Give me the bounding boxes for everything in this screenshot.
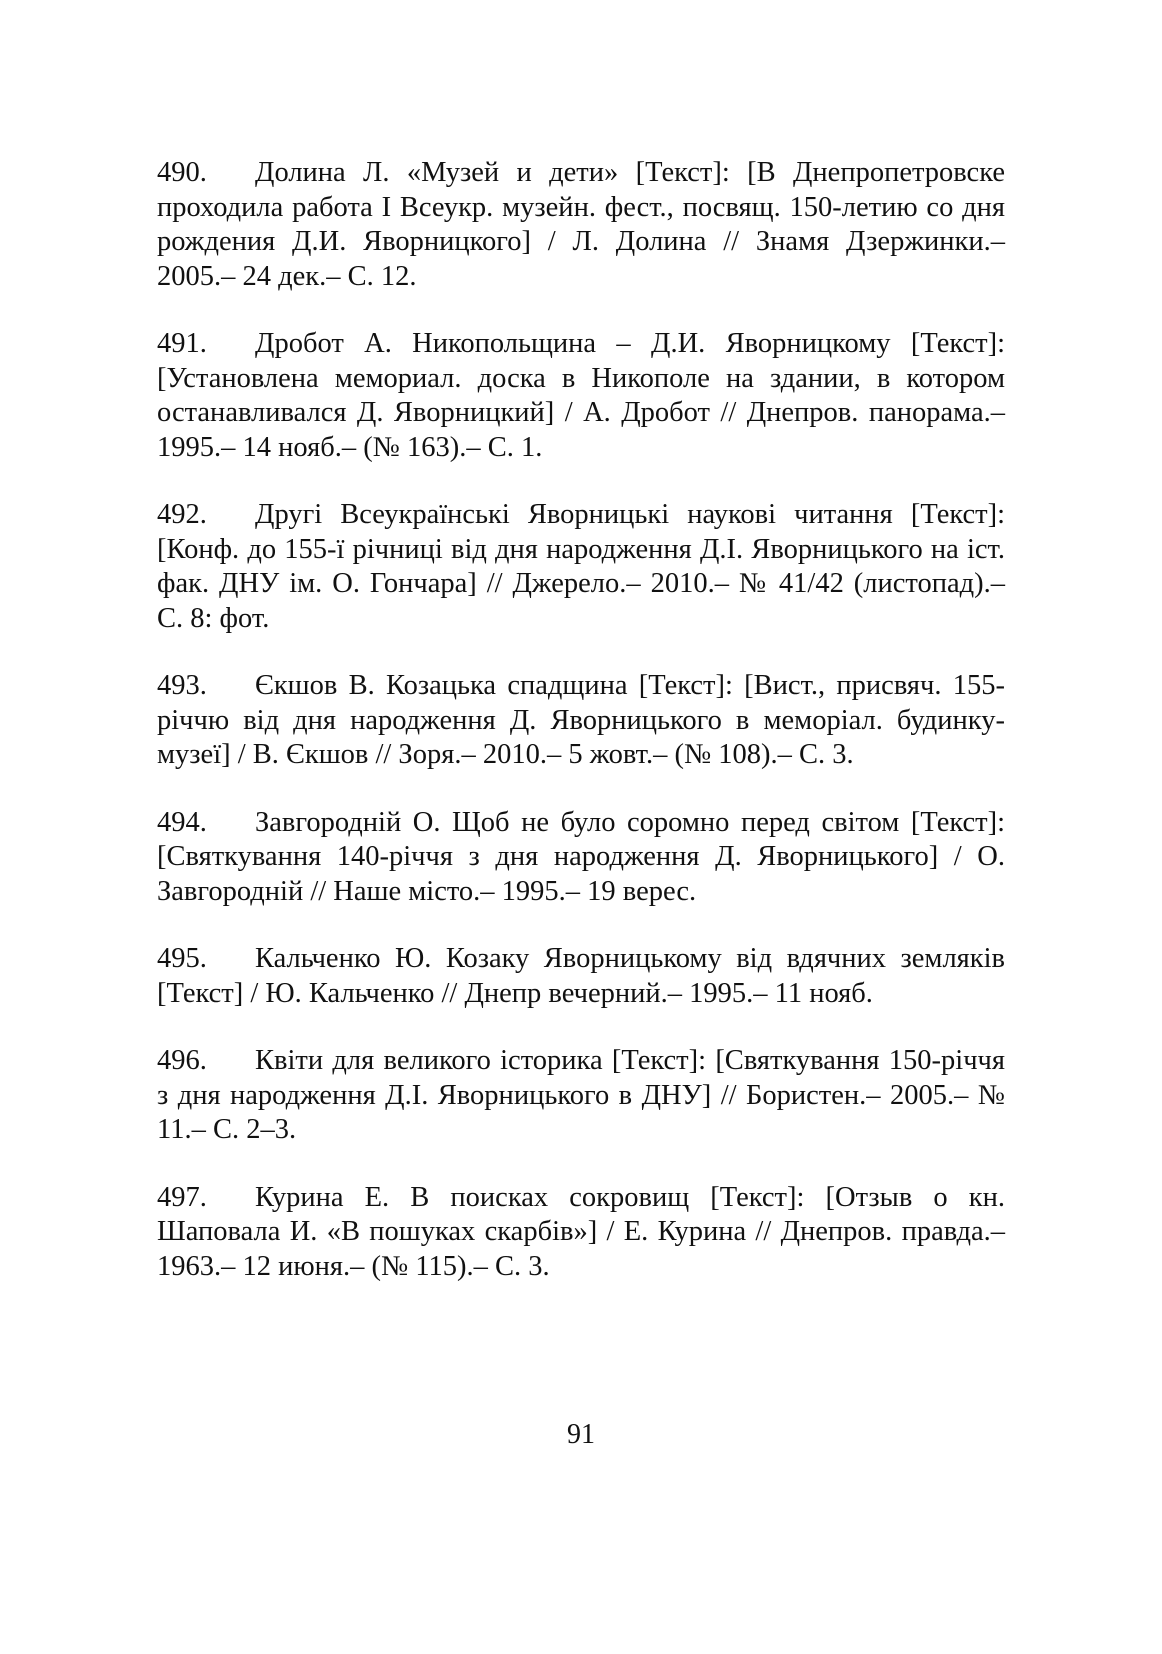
bibliography-entry-492	[157, 498, 1005, 636]
bibliography-entry-491	[157, 327, 1005, 465]
bibliography-entry-494	[157, 806, 1005, 910]
entry-text: Завгородній О. Щоб не було соромно перед світом [Текст]: [Святкування 140-річчя з дня народження Д. Яворницького] / О. Завгородній // Наше місто.– 1995.– 19 верес.	[157, 806, 1005, 907]
entry-text: Дробот А. Никопольщина – Д.И. Яворницкому [Текст]: [Установлена мемориал. доска в Никополе на здании, в котором останавливался Д. Яворницкий] / А. Дробот // Днепров. панорама.– 1995.– 14 нояб.– (№ 163).– С. 1.	[157, 328, 1005, 463]
entry-text: Курина Е. В поисках сокровищ [Текст]: [Отзыв о кн. Шаповала И. «В пошуках скарбів»] / Е. Курина // Днепров. правда.– 1963.– 12 июня.– (№ 115).– С. 3.	[157, 1181, 1005, 1282]
bibliography-entry-495	[157, 942, 1005, 1011]
entry-number: 494.	[157, 806, 207, 838]
bibliography-entry-493	[157, 669, 1005, 773]
bibliography-entry-497	[157, 1181, 1005, 1285]
page-number: 91	[567, 1419, 595, 1450]
entry-number: 495.	[157, 943, 207, 974]
entry-text: Єкшов В. Козацька спадщина [Текст]: [Вист., присвяч. 155-річчю від дня народження Д. Яворницького в меморіал. будинку-музеї] / В. Єкшов // Зоря.– 2010.– 5 жовт.– (№ 108).– С. 3.	[157, 670, 1005, 770]
entry-text: Квіти для великого історика [Текст]: [Святкування 150-річчя з дня народження Д.І. Яворницького в ДНУ] // Бористен.– 2005.– № 11.– С. 2–3.	[157, 1045, 1005, 1145]
bibliography-entry-490	[157, 156, 1005, 294]
entry-number: 493.	[157, 670, 207, 701]
entry-number: 491.	[157, 328, 207, 359]
bibliography-list	[157, 156, 1005, 1317]
entry-text: Кальченко Ю. Козаку Яворницькому від вдячних земляків [Текст] / Ю. Кальченко // Днепр вечерний.– 1995.– 11 нояб.	[157, 943, 1005, 1009]
entry-number: 497.	[157, 1181, 207, 1213]
entry-number: 490.	[157, 157, 207, 188]
bibliography-entry-496	[157, 1044, 1005, 1148]
entry-text: Долина Л. «Музей и дети» [Текст]: [В Днепропетровске проходила работа I Всеукр. музейн. фест., посвящ. 150-летию со дня рождения Д.И. Яворницкого] / Л. Долина // Знамя Дзержинки.– 2005.– 24 дек.– С. 12.	[157, 157, 1005, 292]
entry-number: 492.	[157, 499, 207, 530]
entry-number: 496.	[157, 1045, 207, 1076]
entry-text: Другі Всеукраїнські Яворницькі наукові читання [Текст]: [Конф. до 155-ї річниці від дня народження Д.І. Яворницького на іст. фак. ДНУ ім. О. Гончара] // Джерело.– 2010.– № 41/42 (листопад).– С. 8: фот.	[157, 499, 1005, 634]
